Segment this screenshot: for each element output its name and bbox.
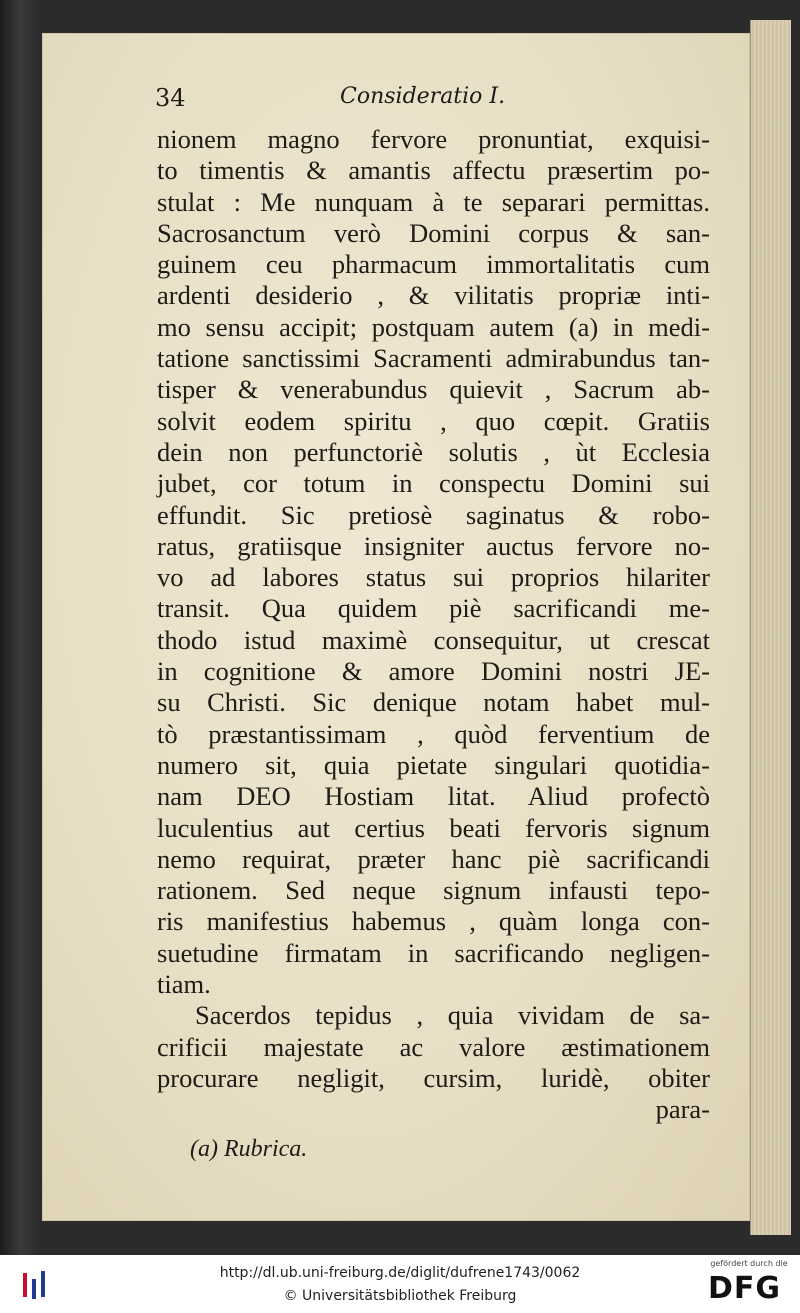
text-line: jubet, cor totum in conspectu Domini sui: [157, 468, 710, 499]
text-line: luculentius aut certius beati fervoris signum: [157, 812, 710, 843]
running-header: [155, 84, 715, 116]
page-number: 34: [155, 84, 186, 112]
body-text: [157, 124, 710, 1126]
dfg-logo: [706, 1259, 792, 1309]
text-line: guinem ceu pharmacum immortalitatis cum: [157, 249, 710, 280]
text-line: thodo istud maximè consequitur, ut crescat: [157, 624, 710, 655]
text-line: transit. Qua quidem piè sacrificandi me-: [157, 593, 710, 624]
text-line: mo sensu accipit; postquam autem (a) in medi-: [157, 311, 710, 342]
text-line: ris manifestius habemus , quàm longa con-: [157, 906, 710, 937]
footnote: (a) Rubrica.: [190, 1136, 308, 1162]
text-line: to timentis & amantis affectu præsertim po-: [157, 155, 710, 186]
text-line: su Christi. Sic denique notam habet mul-: [157, 687, 710, 718]
text-line: tisper & venerabundus quievit , Sacrum ab-: [157, 374, 710, 405]
page-stack-edge: [750, 20, 791, 1235]
text-line: nionem magno fervore pronuntiat, exquisi-: [157, 124, 710, 154]
copyright-notice: © Universitätsbibliothek Freiburg: [283, 1288, 517, 1304]
text-line: tò præstantissimam , quòd ferventium de: [157, 718, 710, 749]
text-line: tatione sanctissimi Sacramenti admirabundus tan-: [157, 343, 710, 374]
sponsor-caption: gefördert durch die: [710, 1259, 788, 1268]
text-line: ratus, gratiisque insigniter auctus fervore no-: [157, 530, 710, 561]
viewer-footer: [0, 1255, 800, 1313]
text-line: vo ad labores status sui proprios hilariter: [157, 562, 710, 593]
text-line: in cognitione & amore Domini nostri JE-: [157, 656, 710, 687]
text-line: procurare negligit, cursim, luridè, obiter: [157, 1062, 710, 1093]
dfg-wordmark: DFG: [708, 1271, 782, 1306]
text-line: nemo requirat, præter hanc piè sacrificandi: [157, 843, 710, 874]
text-line: effundit. Sic pretiosè saginatus & robo-: [157, 499, 710, 530]
text-line: rationem. Sed neque signum infausti tepo-: [157, 875, 710, 906]
text-line: suetudine firmatam in sacrificando negligen-: [157, 937, 710, 968]
text-line: numero sit, quia pietate singulari quotidia-: [157, 749, 710, 780]
text-line: tiam.: [157, 969, 211, 1000]
permalink-url[interactable]: http://dl.ub.uni-freiburg.de/diglit/dufrene1743/0062: [219, 1265, 581, 1281]
text-line: para-: [655, 1094, 710, 1125]
text-line: dein non perfunctoriè solutis , ùt Ecclesia: [157, 436, 710, 467]
text-line: nam DEO Hostiam litat. Aliud profectò: [157, 781, 710, 812]
text-line: crificii majestate ac valore æstimationem: [157, 1031, 710, 1062]
text-line: Sacerdos tepidus , quia vividam de sa-: [195, 1000, 710, 1031]
text-line: Sacrosanctum verò Domini corpus & san-: [157, 217, 710, 248]
text-line: stulat : Me nunquam à te separari permittas.: [157, 186, 710, 217]
text-line: solvit eodem spiritu , quo cœpit. Gratiis: [157, 405, 710, 436]
text-line: ardenti desiderio , & vilitatis propriæ inti-: [157, 280, 710, 311]
running-title: Consideratio I.: [340, 84, 506, 109]
